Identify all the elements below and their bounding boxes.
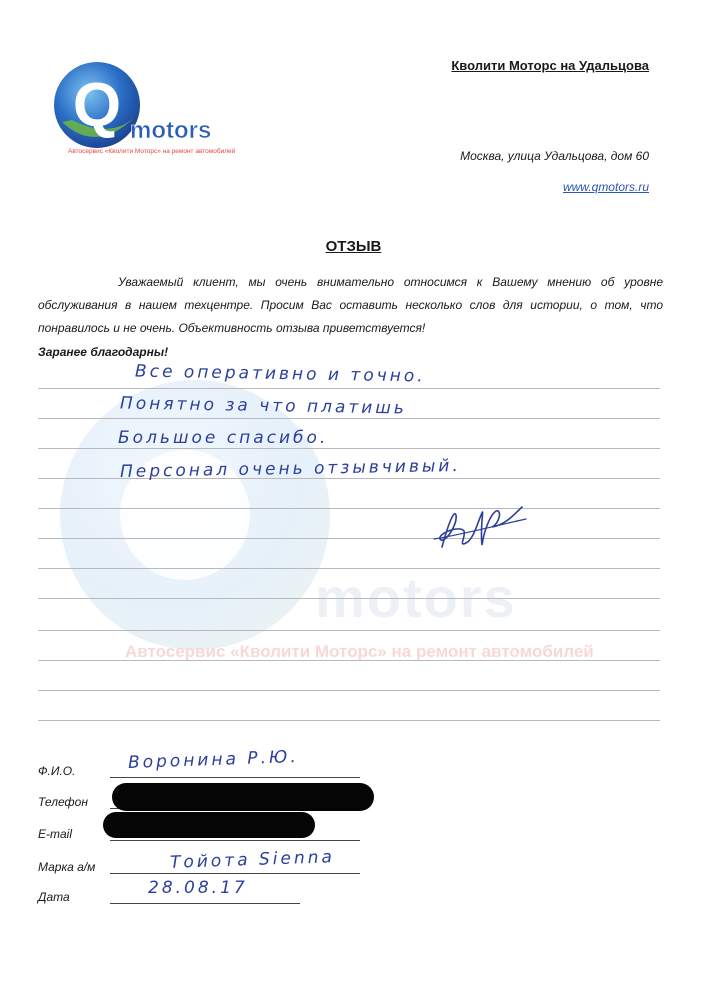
ruled-line <box>38 720 660 721</box>
review-line: Большое спасибо. <box>118 428 329 448</box>
ruled-line <box>38 448 660 449</box>
logo-tagline: Автосервис «Кволити Моторс» на ремонт автомобилей <box>68 148 236 155</box>
date-value: 28.08.17 <box>148 878 248 898</box>
ruled-line <box>38 508 660 509</box>
ruled-line <box>38 538 660 539</box>
company-address: Москва, улица Удальцова, дом 60 <box>460 149 649 163</box>
ruled-line <box>38 630 660 631</box>
document-title: ОТЗЫВ <box>325 238 382 255</box>
phone-label: Телефон <box>38 795 88 809</box>
watermark-brand: motors <box>315 566 517 629</box>
logo-letter: Q <box>72 71 122 140</box>
watermark-tagline: Автосервис «Кволити Моторс» на ремонт автомобилей <box>125 642 594 661</box>
car-line <box>110 873 360 874</box>
company-website-link[interactable]: www.qmotors.ru <box>562 180 649 194</box>
name-value: Воронина Р.Ю. <box>127 747 300 773</box>
date-label: Дата <box>38 890 70 904</box>
ruled-line <box>38 690 660 691</box>
ruled-line <box>38 568 660 569</box>
logo-brand: motors <box>130 117 212 144</box>
company-name: Кволити Моторс на Удальцова <box>451 58 649 73</box>
ruled-line <box>38 418 660 419</box>
review-line: Персонал очень отзывчивый. <box>119 456 461 482</box>
name-label: Ф.И.О. <box>38 764 76 778</box>
ruled-line <box>38 388 660 389</box>
review-line: Понятно за что платишь <box>119 393 408 419</box>
email-label: E-mail <box>38 827 73 841</box>
email-redaction <box>103 812 315 838</box>
date-line <box>110 903 300 904</box>
ruled-line <box>38 660 660 661</box>
name-line <box>110 777 360 778</box>
email-line <box>110 840 360 841</box>
qmotors-logo <box>52 60 242 160</box>
ruled-line <box>38 598 660 599</box>
phone-redaction <box>112 783 374 811</box>
intro-paragraph: Уважаемый клиент, мы очень внимательно относимся к Вашему мнению об уровне обслуживания в нашем техцентре. Просим Вас оставить несколько слов для истории, о том, что понравилось и не очень. Объективность отзыва приветствуется! <box>38 275 663 335</box>
car-label: Марка а/м <box>38 860 96 874</box>
review-line: Все оперативно и точно. <box>134 361 426 387</box>
car-value: Тойота Sienna <box>169 847 336 873</box>
thanks-note: Заранее благодарны! <box>38 345 169 359</box>
customer-signature <box>430 495 545 560</box>
